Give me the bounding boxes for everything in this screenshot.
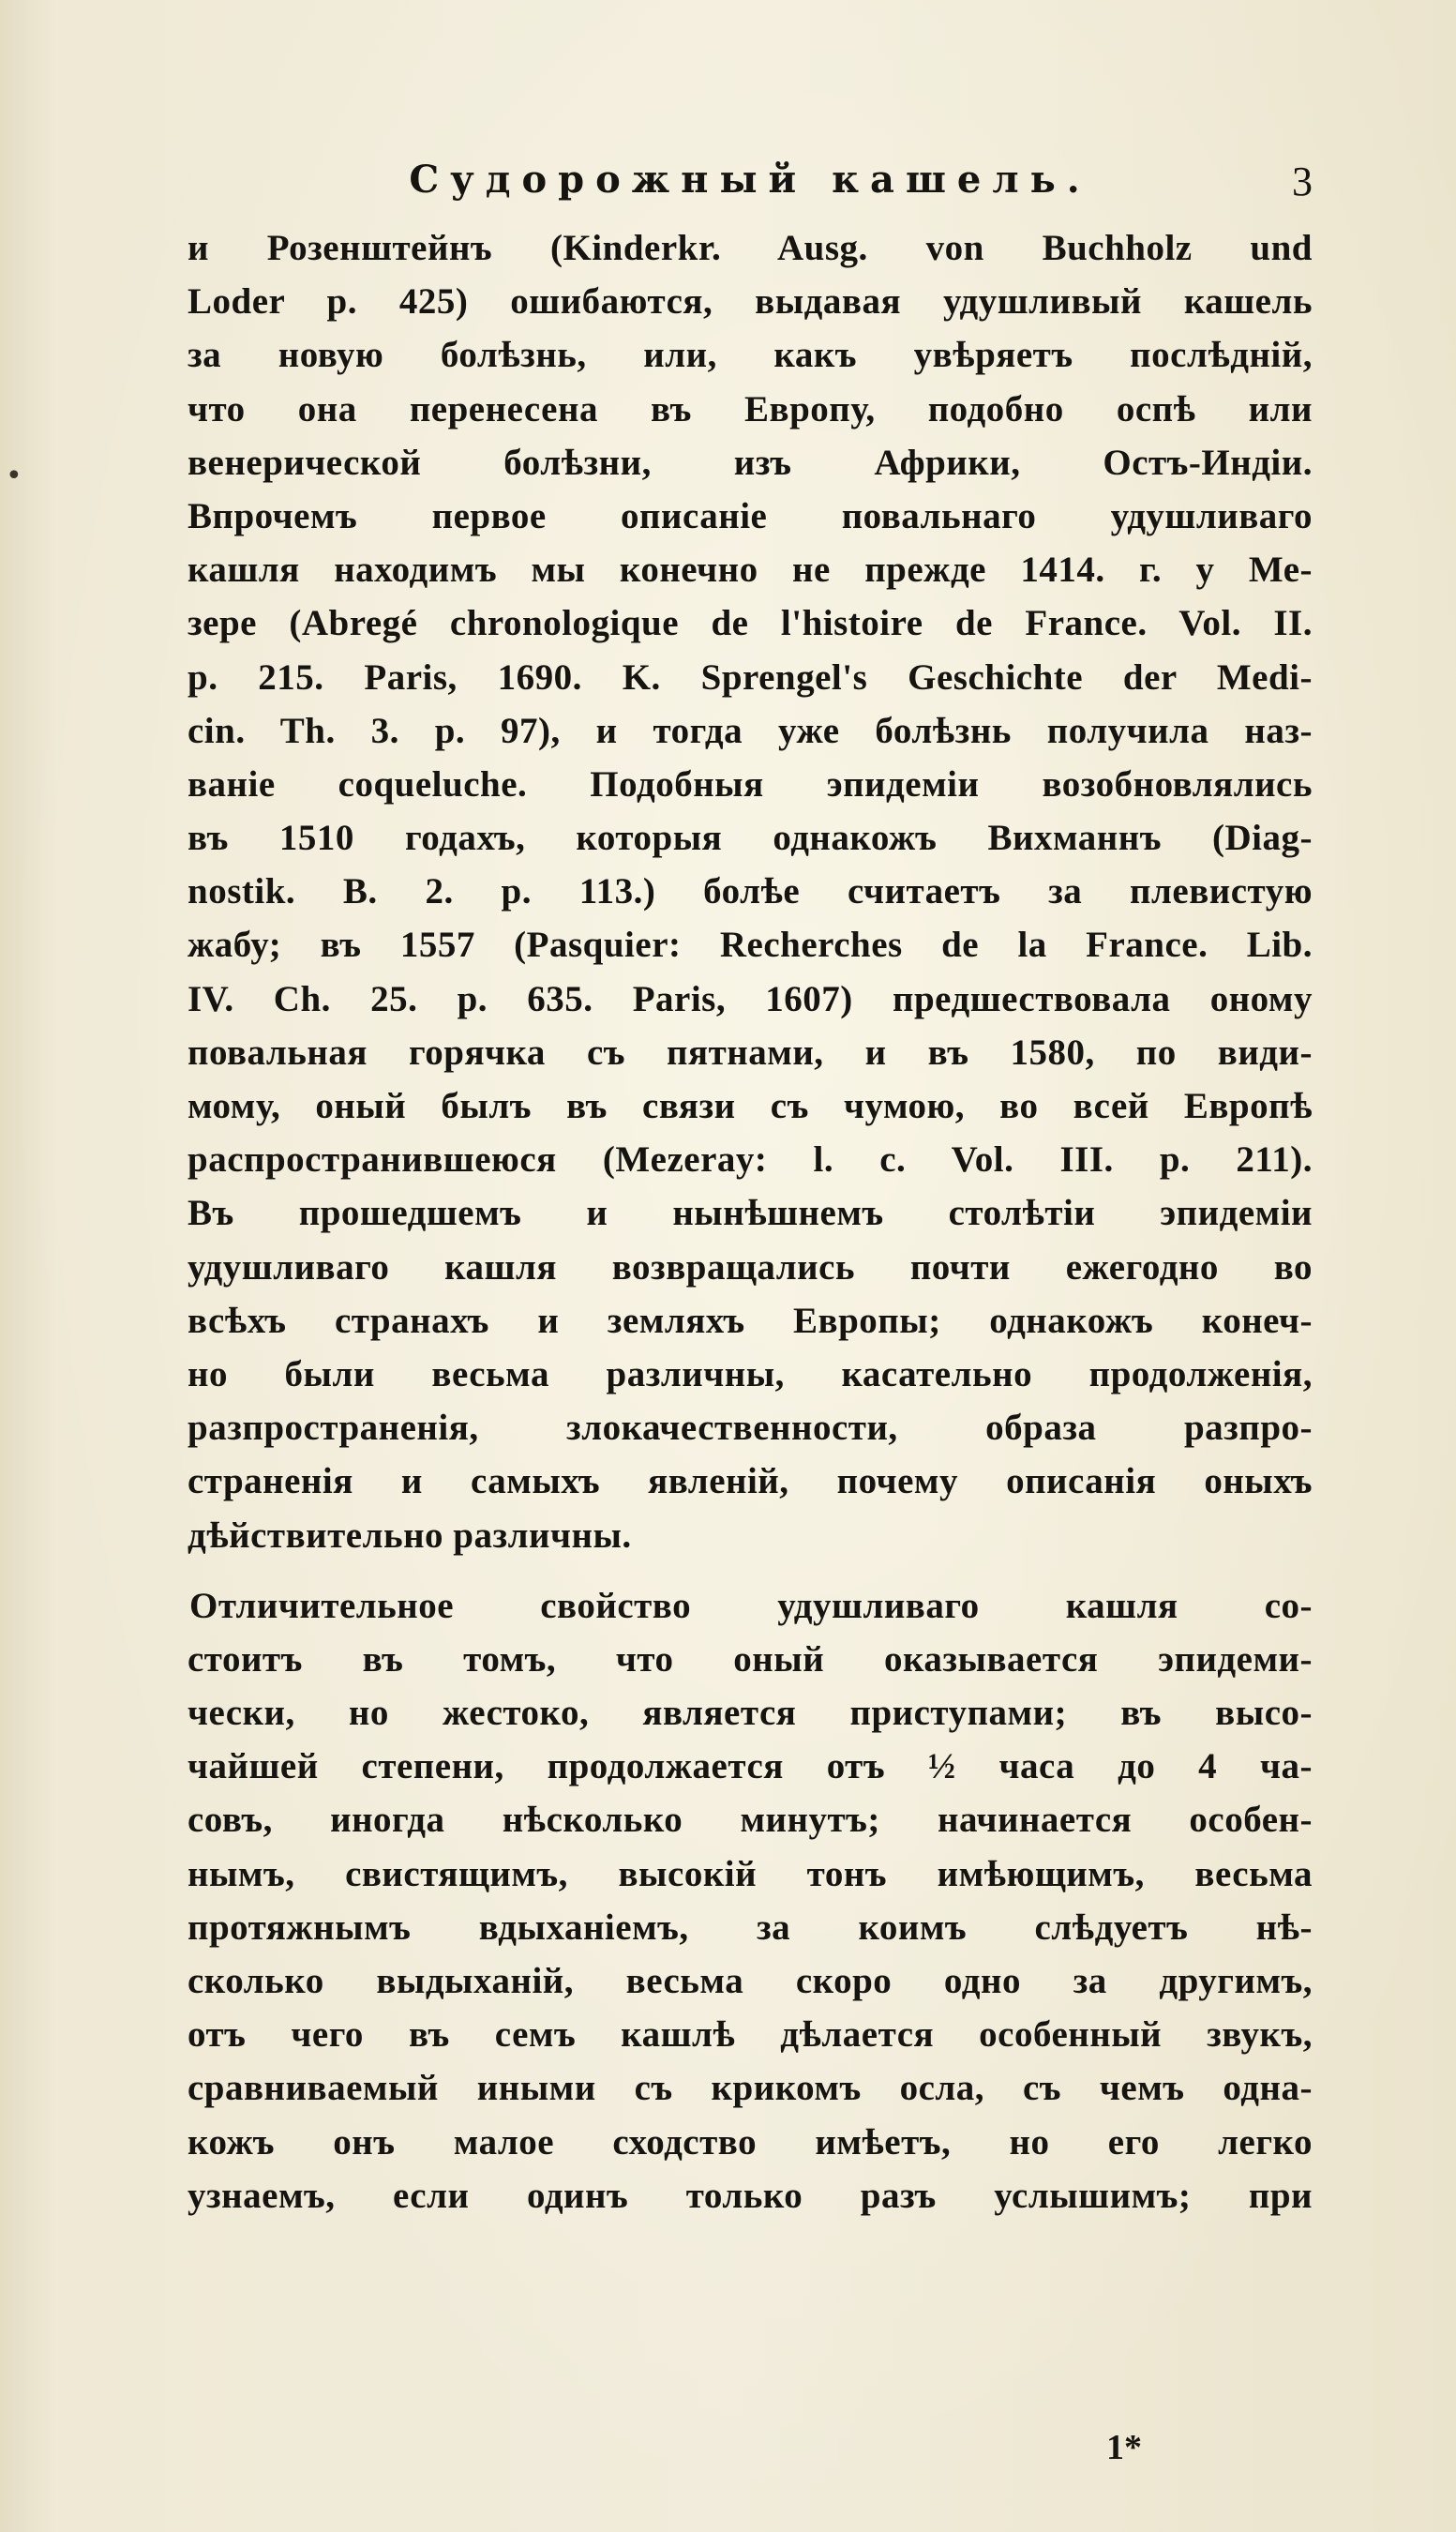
margin-mark: • [6,460,23,492]
text-line: дѣйствительно различны. [188,1515,632,1556]
text-line: cin. Th. 3. p. 97), и тогда уже болѣзнь получила наз- [188,710,1313,751]
text-line: IV. Ch. 25. p. 635. Paris, 1607) предшествовала оному [188,978,1313,1019]
text-line: совъ, иногда нѣсколько минутъ; начинается особен- [188,1800,1313,1841]
text-line: жабу; въ 1557 (Pasquier: Recherches de la France. Lib. [188,925,1313,966]
running-head: Судорожный кашель. [409,158,1091,202]
text-line: что она перенесена въ Европу, подобно оспѣ или [188,388,1313,430]
page-header [188,158,1313,223]
text-line: nostik. B. 2. p. 113.) болѣе считаетъ за плевистую [188,871,1313,912]
text-line: удушливаго кашля возвращались почти ежегодно во [188,1246,1313,1288]
paragraph-gap [188,1562,1313,1579]
text-line: p. 215. Paris, 1690. K. Sprengel's Geschichte der Medi- [188,656,1313,698]
text-line: но были весьма различны, касательно продолженія, [188,1353,1313,1394]
text-line: узнаемъ, если одинъ только разъ услышимъ; при [188,2175,1313,2216]
text-line: распространившеюся (Mezeray: l. c. Vol. III. p. 211). [188,1139,1313,1181]
text-line: ваніе coqueluche. Подобныя эпидеміи возобновлялись [188,763,1313,805]
text-line: венерической болѣзни, изъ Африки, Остъ-Индіи. [188,442,1313,483]
text-line: въ 1510 годахъ, которыя однакожъ Вихманнъ (Diag- [188,818,1313,859]
text-line: Впрочемъ первое описаніе повальнаго удушливаго [188,495,1313,536]
text-line: за новую болѣзнь, или, какъ увѣряетъ послѣдній, [188,335,1313,376]
body-text [188,221,1313,2223]
text-line: кожъ онъ малое сходство имѣетъ, но его легко [188,2121,1313,2163]
signature-mark: 1* [1106,2428,1142,2467]
text-line: Въ прошедшемъ и нынѣшнемъ столѣтіи эпидеміи [188,1193,1313,1234]
text-line: кашля находимъ мы конечно не прежде 1414. г. у Ме- [188,550,1313,591]
text-line: мому, оный былъ въ связи съ чумою, во всей Европѣ [188,1086,1313,1126]
text-line: протяжнымъ вдыханіемъ, за коимъ слѣдуетъ нѣ- [188,1907,1313,1948]
text-line: Отличительное свойство удушливаго кашля со- [189,1585,1313,1626]
text-line: разпространенія, злокачественности, образа разпро- [188,1408,1313,1449]
text-line: зере (Abregé chronologique de l'histoire de France. Vol. II. [188,603,1313,644]
page-number: 3 [1292,158,1313,204]
text-line: стоитъ въ томъ, что оный оказывается эпидеми- [188,1638,1313,1680]
text-line: всѣхъ странахъ и земляхъ Европы; однакожъ конеч- [188,1300,1313,1341]
text-line: Loder p. 425) ошибаются, выдавая удушливый кашель [188,281,1313,323]
text-line: и Розенштейнъ (Kinderkr. Ausg. von Buchholz und [188,228,1313,268]
text-line: отъ чего въ семъ кашлѣ дѣлается особенный звукъ, [188,2014,1313,2056]
text-line: нымъ, свистящимъ, высокій тонъ имѣющимъ, весьма [188,1853,1313,1894]
text-line: страненія и самыхъ явленій, почему описанія оныхъ [188,1461,1313,1502]
text-line: сравниваемый иными съ крикомъ осла, съ чемъ одна- [188,2068,1313,2109]
text-line: чески, но жестоко, является приступами; въ высо- [188,1693,1313,1734]
text-line: сколько выдыханій, весьма скоро одно за другимъ, [188,1961,1313,2001]
text-line: повальная горячка съ пятнами, и въ 1580, по види- [188,1032,1313,1073]
text-line: чайшей степени, продолжается отъ ½ часа до 4 ча- [188,1746,1313,1787]
